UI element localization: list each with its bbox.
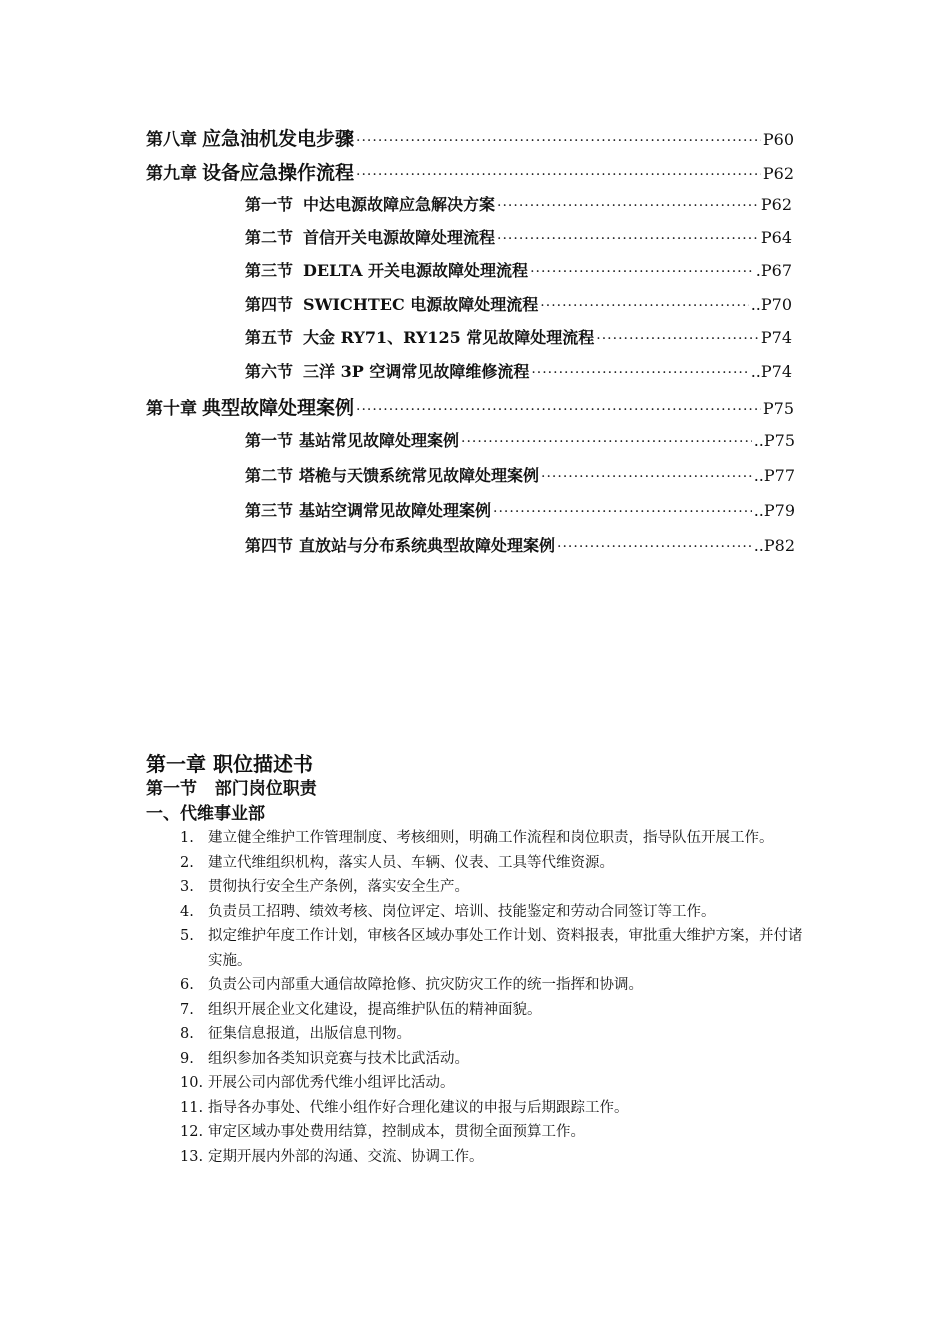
toc-page-number: ..P79 bbox=[753, 501, 795, 520]
list-item-text: 拟定维护年度工作计划，审核各区域办事处工作计划、资料报表，审批重大维护方案，并付诸实施。 bbox=[208, 928, 803, 969]
toc-chapter-number: 第十章 bbox=[146, 399, 197, 419]
toc-page-number: P62 bbox=[762, 164, 794, 183]
list-item-text: 组织开展企业文化建设，提高维护队伍的精神面貌。 bbox=[208, 1001, 542, 1018]
list-item-number: 12. bbox=[180, 1124, 204, 1140]
toc-section-row[interactable] bbox=[245, 258, 792, 281]
list-item-text: 建立健全维护工作管理制度、考核细则，明确工作流程和岗位职责，指导队伍开展工作。 bbox=[208, 830, 774, 846]
toc-page-number: ..P77 bbox=[753, 466, 795, 485]
toc-section-title: 塔桅与天馈系统常见故障处理案例 bbox=[299, 466, 540, 485]
list-item bbox=[180, 998, 810, 1023]
toc-leader-dots bbox=[596, 331, 759, 347]
list-item bbox=[180, 924, 810, 973]
list-item-number: 6. bbox=[180, 977, 194, 993]
list-item-number: 4. bbox=[180, 903, 194, 920]
toc-leader-dots bbox=[531, 365, 748, 381]
list-item bbox=[180, 900, 810, 925]
toc-section-title: DELTA 开关电源故障处理流程 bbox=[303, 261, 529, 280]
toc-section-label: 第三节 bbox=[245, 501, 294, 520]
toc-chapter-title: 典型故障处理案例 bbox=[202, 397, 355, 419]
toc-page-number: P74 bbox=[760, 328, 792, 347]
list-item-text: 征集信息报道，出版信息刊物。 bbox=[208, 1026, 411, 1042]
toc-section-title: 三洋 3P 空调常见故障维修流程 bbox=[303, 362, 530, 381]
chapter-heading: 第一章 职位描述书 bbox=[146, 752, 313, 776]
list-item-number: 11. bbox=[180, 1099, 204, 1116]
toc-chapter-row[interactable] bbox=[146, 158, 794, 185]
toc-chapter-number: 第九章 bbox=[146, 164, 197, 184]
toc-page-number: .P67 bbox=[755, 261, 792, 280]
list-item-text: 建立代维组织机构，落实人员、车辆、仪表、工具等代维资源。 bbox=[208, 854, 614, 871]
list-item-text: 审定区域办事处费用结算，控制成本，贯彻全面预算工作。 bbox=[208, 1124, 585, 1140]
list-item-text: 开展公司内部优秀代维小组评比活动。 bbox=[208, 1075, 455, 1091]
subsection-heading: 一、代维事业部 bbox=[146, 804, 265, 824]
toc-section-title: 大金 RY71、RY125 常见故障处理流程 bbox=[303, 328, 595, 347]
list-item bbox=[180, 973, 810, 998]
toc-section-title: 直放站与分布系统典型故障处理案例 bbox=[299, 536, 556, 555]
toc-section-title: SWICHTEC 电源故障处理流程 bbox=[303, 295, 539, 314]
toc-page-number: P62 bbox=[760, 195, 792, 214]
toc-section-title: 基站空调常见故障处理案例 bbox=[299, 501, 492, 520]
list-item-number: 1. bbox=[180, 830, 194, 846]
toc-section-title: 首信开关电源故障处理流程 bbox=[303, 228, 496, 247]
toc-section-label: 第四节 bbox=[245, 295, 294, 314]
toc-leader-dots bbox=[461, 434, 752, 450]
list-item-number: 8. bbox=[180, 1026, 194, 1042]
toc-leader-dots bbox=[356, 167, 761, 183]
list-item-text: 组织参加各类知识竞赛与技术比武活动。 bbox=[208, 1050, 469, 1067]
list-item-text: 负责员工招聘、绩效考核、岗位评定、培训、技能鉴定和劳动合同签订等工作。 bbox=[208, 903, 716, 920]
toc-page-number: ..P82 bbox=[753, 536, 795, 555]
toc-leader-dots bbox=[540, 298, 748, 314]
toc-section-title: 基站常见故障处理案例 bbox=[299, 431, 460, 450]
toc-section-row[interactable] bbox=[245, 359, 792, 382]
toc-leader-dots bbox=[497, 231, 759, 247]
toc-section-label: 第五节 bbox=[245, 328, 294, 347]
toc-section-label: 第一节 bbox=[245, 195, 294, 214]
toc-section-row[interactable] bbox=[245, 292, 792, 315]
toc-chapter-row[interactable] bbox=[146, 124, 794, 151]
list-item bbox=[180, 1096, 810, 1121]
toc-section-label: 第六节 bbox=[245, 362, 294, 381]
toc-leader-dots bbox=[356, 133, 761, 149]
list-item bbox=[180, 851, 810, 876]
list-item bbox=[180, 1047, 810, 1072]
toc-section-row[interactable] bbox=[245, 225, 792, 248]
toc-leader-dots bbox=[541, 469, 752, 485]
section-heading: 第一节 部门岗位职责 bbox=[146, 779, 317, 799]
list-item-number: 7. bbox=[180, 1001, 194, 1018]
toc-chapter-number: 第八章 bbox=[146, 130, 197, 150]
toc-leader-dots bbox=[557, 539, 752, 555]
list-item-number: 10. bbox=[180, 1075, 204, 1091]
list-item-text: 贯彻执行安全生产条例，落实安全生产。 bbox=[208, 879, 469, 895]
toc-section-row[interactable] bbox=[245, 498, 795, 521]
toc-page-number: ..P74 bbox=[750, 362, 792, 381]
toc-section-row[interactable] bbox=[245, 533, 795, 556]
list-item-number: 3. bbox=[180, 879, 194, 895]
toc-leader-dots bbox=[497, 198, 759, 214]
toc-page-number: P64 bbox=[760, 228, 792, 247]
toc-section-label: 第四节 bbox=[245, 536, 294, 555]
responsibility-list bbox=[180, 826, 810, 1169]
toc-leader-dots bbox=[530, 264, 754, 280]
toc-page-number: P75 bbox=[762, 399, 794, 418]
list-item bbox=[180, 1120, 810, 1145]
toc-page-number: ..P75 bbox=[753, 431, 795, 450]
toc-leader-dots bbox=[356, 402, 761, 418]
list-item-number: 9. bbox=[180, 1050, 194, 1067]
toc-page-number: ..P70 bbox=[750, 295, 792, 314]
toc-page-number: P60 bbox=[762, 130, 794, 149]
toc-section-row[interactable] bbox=[245, 428, 795, 451]
toc-section-title: 中达电源故障应急解决方案 bbox=[303, 195, 496, 214]
list-item bbox=[180, 875, 810, 900]
list-item-text: 定期开展内外部的沟通、交流、协调工作。 bbox=[208, 1148, 484, 1165]
toc-section-label: 第二节 bbox=[245, 228, 294, 247]
toc-section-label: 第三节 bbox=[245, 261, 294, 280]
toc-section-label: 第二节 bbox=[245, 466, 294, 485]
toc-chapter-title: 应急油机发电步骤 bbox=[202, 128, 355, 150]
list-item-number: 2. bbox=[180, 854, 194, 871]
list-item-number: 5. bbox=[180, 928, 194, 944]
toc-section-row[interactable] bbox=[245, 463, 795, 486]
list-item-text: 指导各办事处、代维小组作好合理化建议的申报与后期跟踪工作。 bbox=[208, 1099, 629, 1116]
toc-section-row[interactable] bbox=[245, 192, 792, 215]
list-item bbox=[180, 826, 810, 851]
toc-chapter-title: 设备应急操作流程 bbox=[202, 162, 355, 184]
list-item bbox=[180, 1071, 810, 1096]
list-item-number: 13. bbox=[180, 1148, 204, 1165]
toc-section-row[interactable] bbox=[245, 325, 792, 348]
toc-section-label: 第一节 bbox=[245, 431, 294, 450]
toc-chapter-row[interactable] bbox=[146, 393, 794, 420]
list-item bbox=[180, 1145, 810, 1170]
list-item bbox=[180, 1022, 810, 1047]
list-item-text: 负责公司内部重大通信故障抢修、抗灾防灾工作的统一指挥和协调。 bbox=[208, 977, 643, 993]
toc-leader-dots bbox=[493, 504, 752, 520]
